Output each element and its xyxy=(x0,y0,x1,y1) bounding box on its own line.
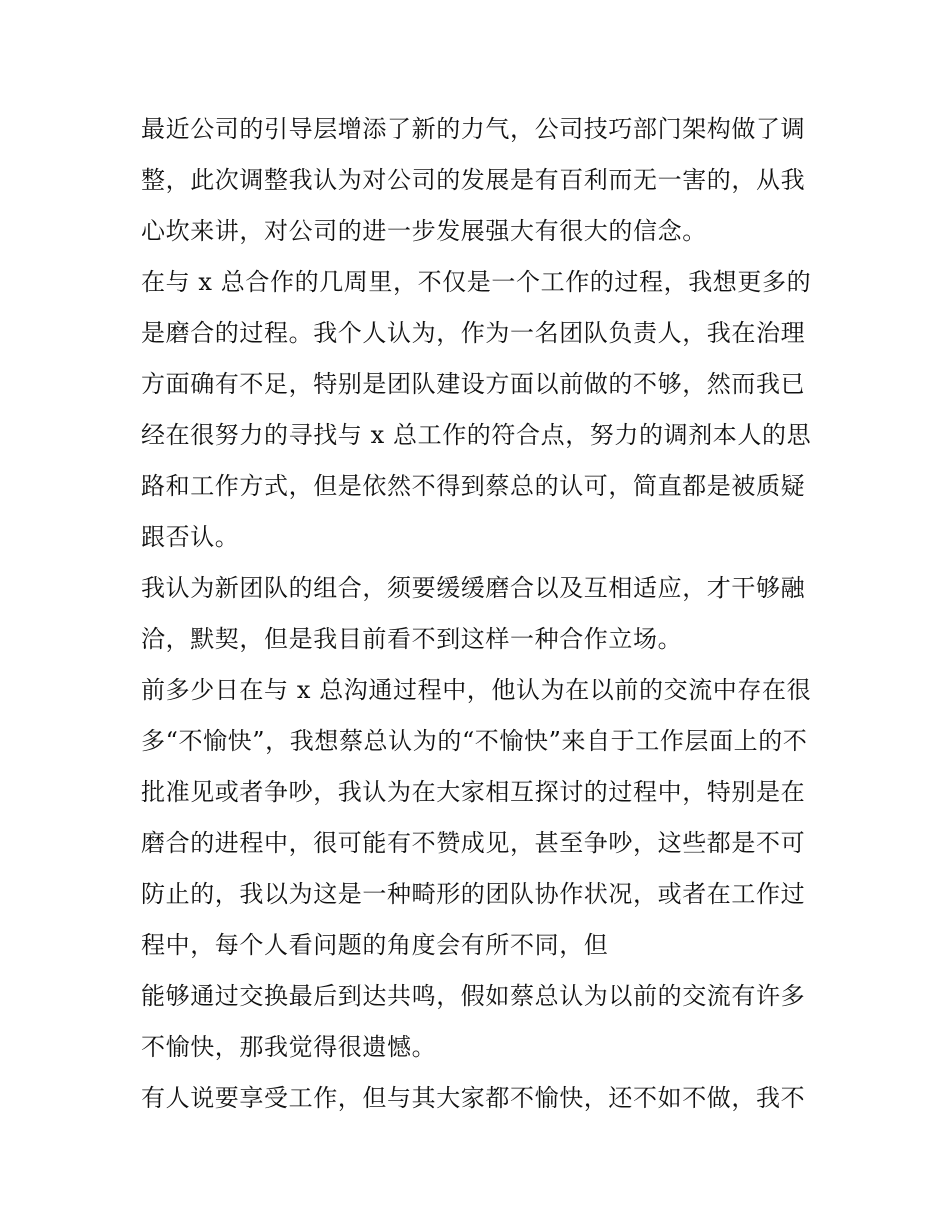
text-line: 能够通过交换最后到达共鸣，假如蔡总认为以前的交流有许多 xyxy=(141,982,806,1010)
text-line: 是磨合的过程。我个人认为，作为一名团队负责人，我在治理 xyxy=(141,319,806,347)
text-line: 多“不愉快”，我想蔡总认为的“不愉快”来自于工作层面上的不 xyxy=(141,727,808,755)
text-line: 跟否认。 xyxy=(141,523,240,551)
text-line: 不愉快，那我觉得很遗憾。 xyxy=(141,1033,437,1061)
text-line: 整，此次调整我认为对公司的发展是有百利而无一害的，从我 xyxy=(141,166,806,194)
text-line: 我认为新团队的组合，须要缓缓磨合以及互相适应，才干够融 xyxy=(141,574,806,602)
text-line: 最近公司的引导层增添了新的力气，公司技巧部门架构做了调 xyxy=(141,115,806,143)
text-line: 在与 x 总合作的几周里，不仅是一个工作的过程，我想更多的 xyxy=(141,268,812,296)
text-line: 心坎来讲，对公司的进一步发展强大有很大的信念。 xyxy=(141,217,707,245)
text-line: 批准见或者争吵，我认为在大家相互探讨的过程中，特别是在 xyxy=(141,778,806,806)
text-line: 方面确有不足，特别是团队建设方面以前做的不够，然而我已 xyxy=(141,370,806,398)
text-line: 有人说要享受工作，但与其大家都不愉快，还不如不做，我不 xyxy=(141,1084,806,1112)
text-line: 前多少日在与 x 总沟通过程中，他认为在以前的交流中存在很 xyxy=(141,676,812,704)
text-line: 磨合的进程中，很可能有不赞成见，甚至争吵，这些都是不可 xyxy=(141,829,806,857)
text-line: 路和工作方式，但是依然不得到蔡总的认可，简直都是被质疑 xyxy=(141,472,806,500)
text-line: 经在很努力的寻找与 x 总工作的符合点，努力的调剂本人的思 xyxy=(141,421,812,449)
text-line: 防止的，我以为这是一种畸形的团队协作状况，或者在工作过 xyxy=(141,880,806,908)
text-line: 程中，每个人看问题的角度会有所不同，但 xyxy=(141,931,609,959)
text-line: 洽，默契，但是我目前看不到这样一种合作立场。 xyxy=(141,625,683,653)
